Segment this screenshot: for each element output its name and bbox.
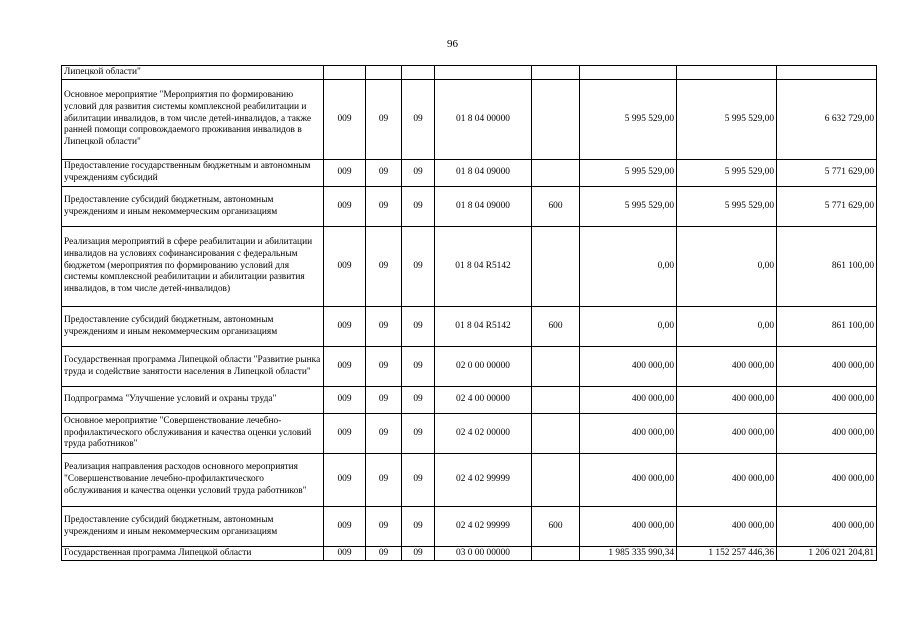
row-admin-code: 009 (324, 160, 366, 187)
row-amount-2: 400 000,00 (677, 347, 777, 387)
row-section-code: 09 (366, 347, 402, 387)
row-amount-3 (777, 66, 877, 80)
row-target-code: 02 4 02 99999 (435, 454, 532, 507)
row-admin-code: 009 (324, 347, 366, 387)
row-expense-type (532, 80, 580, 160)
row-name: Предоставление государственным бюджетным и автономным учреждениям субсидий (62, 160, 324, 187)
row-admin-code (324, 66, 366, 80)
row-subsection-code: 09 (402, 80, 435, 160)
row-amount-1: 5 995 529,00 (580, 80, 677, 160)
row-section-code: 09 (366, 187, 402, 227)
row-section-code: 09 (366, 80, 402, 160)
row-amount-1: 5 995 529,00 (580, 187, 677, 227)
row-amount-3: 5 771 629,00 (777, 187, 877, 227)
row-target-code: 01 8 04 09000 (435, 187, 532, 227)
row-amount-1: 0,00 (580, 227, 677, 307)
row-target-code: 03 0 00 00000 (435, 547, 532, 561)
row-expense-type (532, 347, 580, 387)
row-amount-1 (580, 66, 677, 80)
row-expense-type (532, 454, 580, 507)
row-name: Предоставление субсидий бюджетным, автономным учреждениям и иным некоммерческим организациям (62, 187, 324, 227)
row-amount-2 (677, 66, 777, 80)
row-section-code: 09 (366, 160, 402, 187)
table-row (62, 507, 877, 547)
row-amount-2: 5 995 529,00 (677, 160, 777, 187)
row-target-code: 02 4 00 00000 (435, 387, 532, 414)
row-expense-type (532, 160, 580, 187)
row-target-code: 02 4 02 00000 (435, 414, 532, 454)
row-expense-type (532, 547, 580, 561)
row-name: Основное мероприятие "Совершенствование лечебно-профилактического обслуживания и качества оценки условий труда работников" (62, 414, 324, 454)
row-amount-3: 400 000,00 (777, 414, 877, 454)
table-row (62, 187, 877, 227)
row-name: Реализация направления расходов основного мероприятия "Совершенствование лечебно-профилактического обслуживания и качества оценки условий труда работников" (62, 454, 324, 507)
row-expense-type: 600 (532, 507, 580, 547)
table-row (62, 160, 877, 187)
row-amount-2: 0,00 (677, 307, 777, 347)
table-row (62, 227, 877, 307)
row-admin-code: 009 (324, 187, 366, 227)
row-section-code: 09 (366, 414, 402, 454)
row-amount-2: 400 000,00 (677, 387, 777, 414)
row-amount-1: 0,00 (580, 307, 677, 347)
row-amount-1: 400 000,00 (580, 414, 677, 454)
row-admin-code: 009 (324, 227, 366, 307)
table-row (62, 454, 877, 507)
row-target-code: 01 8 04 R5142 (435, 307, 532, 347)
row-amount-1: 1 985 335 990,34 (580, 547, 677, 561)
table-row (62, 347, 877, 387)
row-section-code: 09 (366, 227, 402, 307)
row-subsection-code: 09 (402, 387, 435, 414)
row-amount-2: 5 995 529,00 (677, 80, 777, 160)
row-amount-3: 400 000,00 (777, 507, 877, 547)
row-expense-type: 600 (532, 307, 580, 347)
row-expense-type (532, 387, 580, 414)
row-amount-3: 400 000,00 (777, 347, 877, 387)
row-subsection-code: 09 (402, 414, 435, 454)
row-amount-2: 5 995 529,00 (677, 187, 777, 227)
row-admin-code: 009 (324, 547, 366, 561)
row-name: Предоставление субсидий бюджетным, автономным учреждениям и иным некоммерческим организациям (62, 507, 324, 547)
row-admin-code: 009 (324, 454, 366, 507)
table-row (62, 307, 877, 347)
row-target-code (435, 66, 532, 80)
row-admin-code: 009 (324, 507, 366, 547)
table-row (62, 66, 877, 80)
row-amount-1: 400 000,00 (580, 347, 677, 387)
row-section-code: 09 (366, 387, 402, 414)
row-name: Реализация мероприятий в сфере реабилитации и абилитации инвалидов на условиях софинансирования с федеральным бюджетом (мероприятия по формированию условий для системы комплексной реабилитации и абилитации развития инвалидов, в том числе детей-инвалидов) (62, 227, 324, 307)
row-subsection-code: 09 (402, 160, 435, 187)
row-name: Предоставление субсидий бюджетным, автономным учреждениям и иным некоммерческим организациям (62, 307, 324, 347)
row-amount-3: 5 771 629,00 (777, 160, 877, 187)
row-name: Основное мероприятие "Мероприятия по формированию условий для развития системы комплексной реабилитации и абилитации инвалидов, в том числе детей-инвалидов, а также ранней помощи сопровождаемого проживания инвалидов в Липецкой области" (62, 80, 324, 160)
row-expense-type (532, 227, 580, 307)
row-expense-type (532, 66, 580, 80)
row-subsection-code (402, 66, 435, 80)
row-amount-2: 400 000,00 (677, 414, 777, 454)
row-amount-3: 1 206 021 204,81 (777, 547, 877, 561)
row-subsection-code: 09 (402, 307, 435, 347)
row-amount-3: 861 100,00 (777, 307, 877, 347)
row-amount-1: 400 000,00 (580, 387, 677, 414)
row-admin-code: 009 (324, 387, 366, 414)
row-admin-code: 009 (324, 307, 366, 347)
row-subsection-code: 09 (402, 347, 435, 387)
table-row (62, 547, 877, 561)
row-amount-2: 400 000,00 (677, 507, 777, 547)
row-amount-2: 0,00 (677, 227, 777, 307)
row-amount-3: 861 100,00 (777, 227, 877, 307)
row-amount-2: 1 152 257 446,36 (677, 547, 777, 561)
row-amount-1: 400 000,00 (580, 454, 677, 507)
row-target-code: 01 8 04 00000 (435, 80, 532, 160)
row-section-code: 09 (366, 547, 402, 561)
row-subsection-code: 09 (402, 187, 435, 227)
row-amount-3: 400 000,00 (777, 387, 877, 414)
row-subsection-code: 09 (402, 547, 435, 561)
row-section-code: 09 (366, 307, 402, 347)
row-amount-1: 5 995 529,00 (580, 160, 677, 187)
row-name: Государственная программа Липецкой области "Развитие рынка труда и содействие занятости населения в Липецкой области" (62, 347, 324, 387)
page-number: 96 (447, 38, 458, 50)
row-subsection-code: 09 (402, 227, 435, 307)
row-target-code: 02 4 02 99999 (435, 507, 532, 547)
row-target-code: 02 0 00 00000 (435, 347, 532, 387)
row-section-code: 09 (366, 507, 402, 547)
row-section-code (366, 66, 402, 80)
row-amount-3: 6 632 729,00 (777, 80, 877, 160)
table-row (62, 80, 877, 160)
row-name: Государственная программа Липецкой области (62, 547, 324, 561)
row-expense-type: 600 (532, 187, 580, 227)
row-section-code: 09 (366, 454, 402, 507)
row-amount-3: 400 000,00 (777, 454, 877, 507)
row-target-code: 01 8 04 09000 (435, 160, 532, 187)
table-row (62, 414, 877, 454)
row-admin-code: 009 (324, 414, 366, 454)
row-amount-2: 400 000,00 (677, 454, 777, 507)
row-admin-code: 009 (324, 80, 366, 160)
row-target-code: 01 8 04 R5142 (435, 227, 532, 307)
row-subsection-code: 09 (402, 454, 435, 507)
row-name: Липецкой области" (62, 66, 324, 80)
row-name: Подпрограмма "Улучшение условий и охраны труда" (62, 387, 324, 414)
budget-table (61, 65, 877, 561)
row-amount-1: 400 000,00 (580, 507, 677, 547)
table-row (62, 387, 877, 414)
row-subsection-code: 09 (402, 507, 435, 547)
row-expense-type (532, 414, 580, 454)
